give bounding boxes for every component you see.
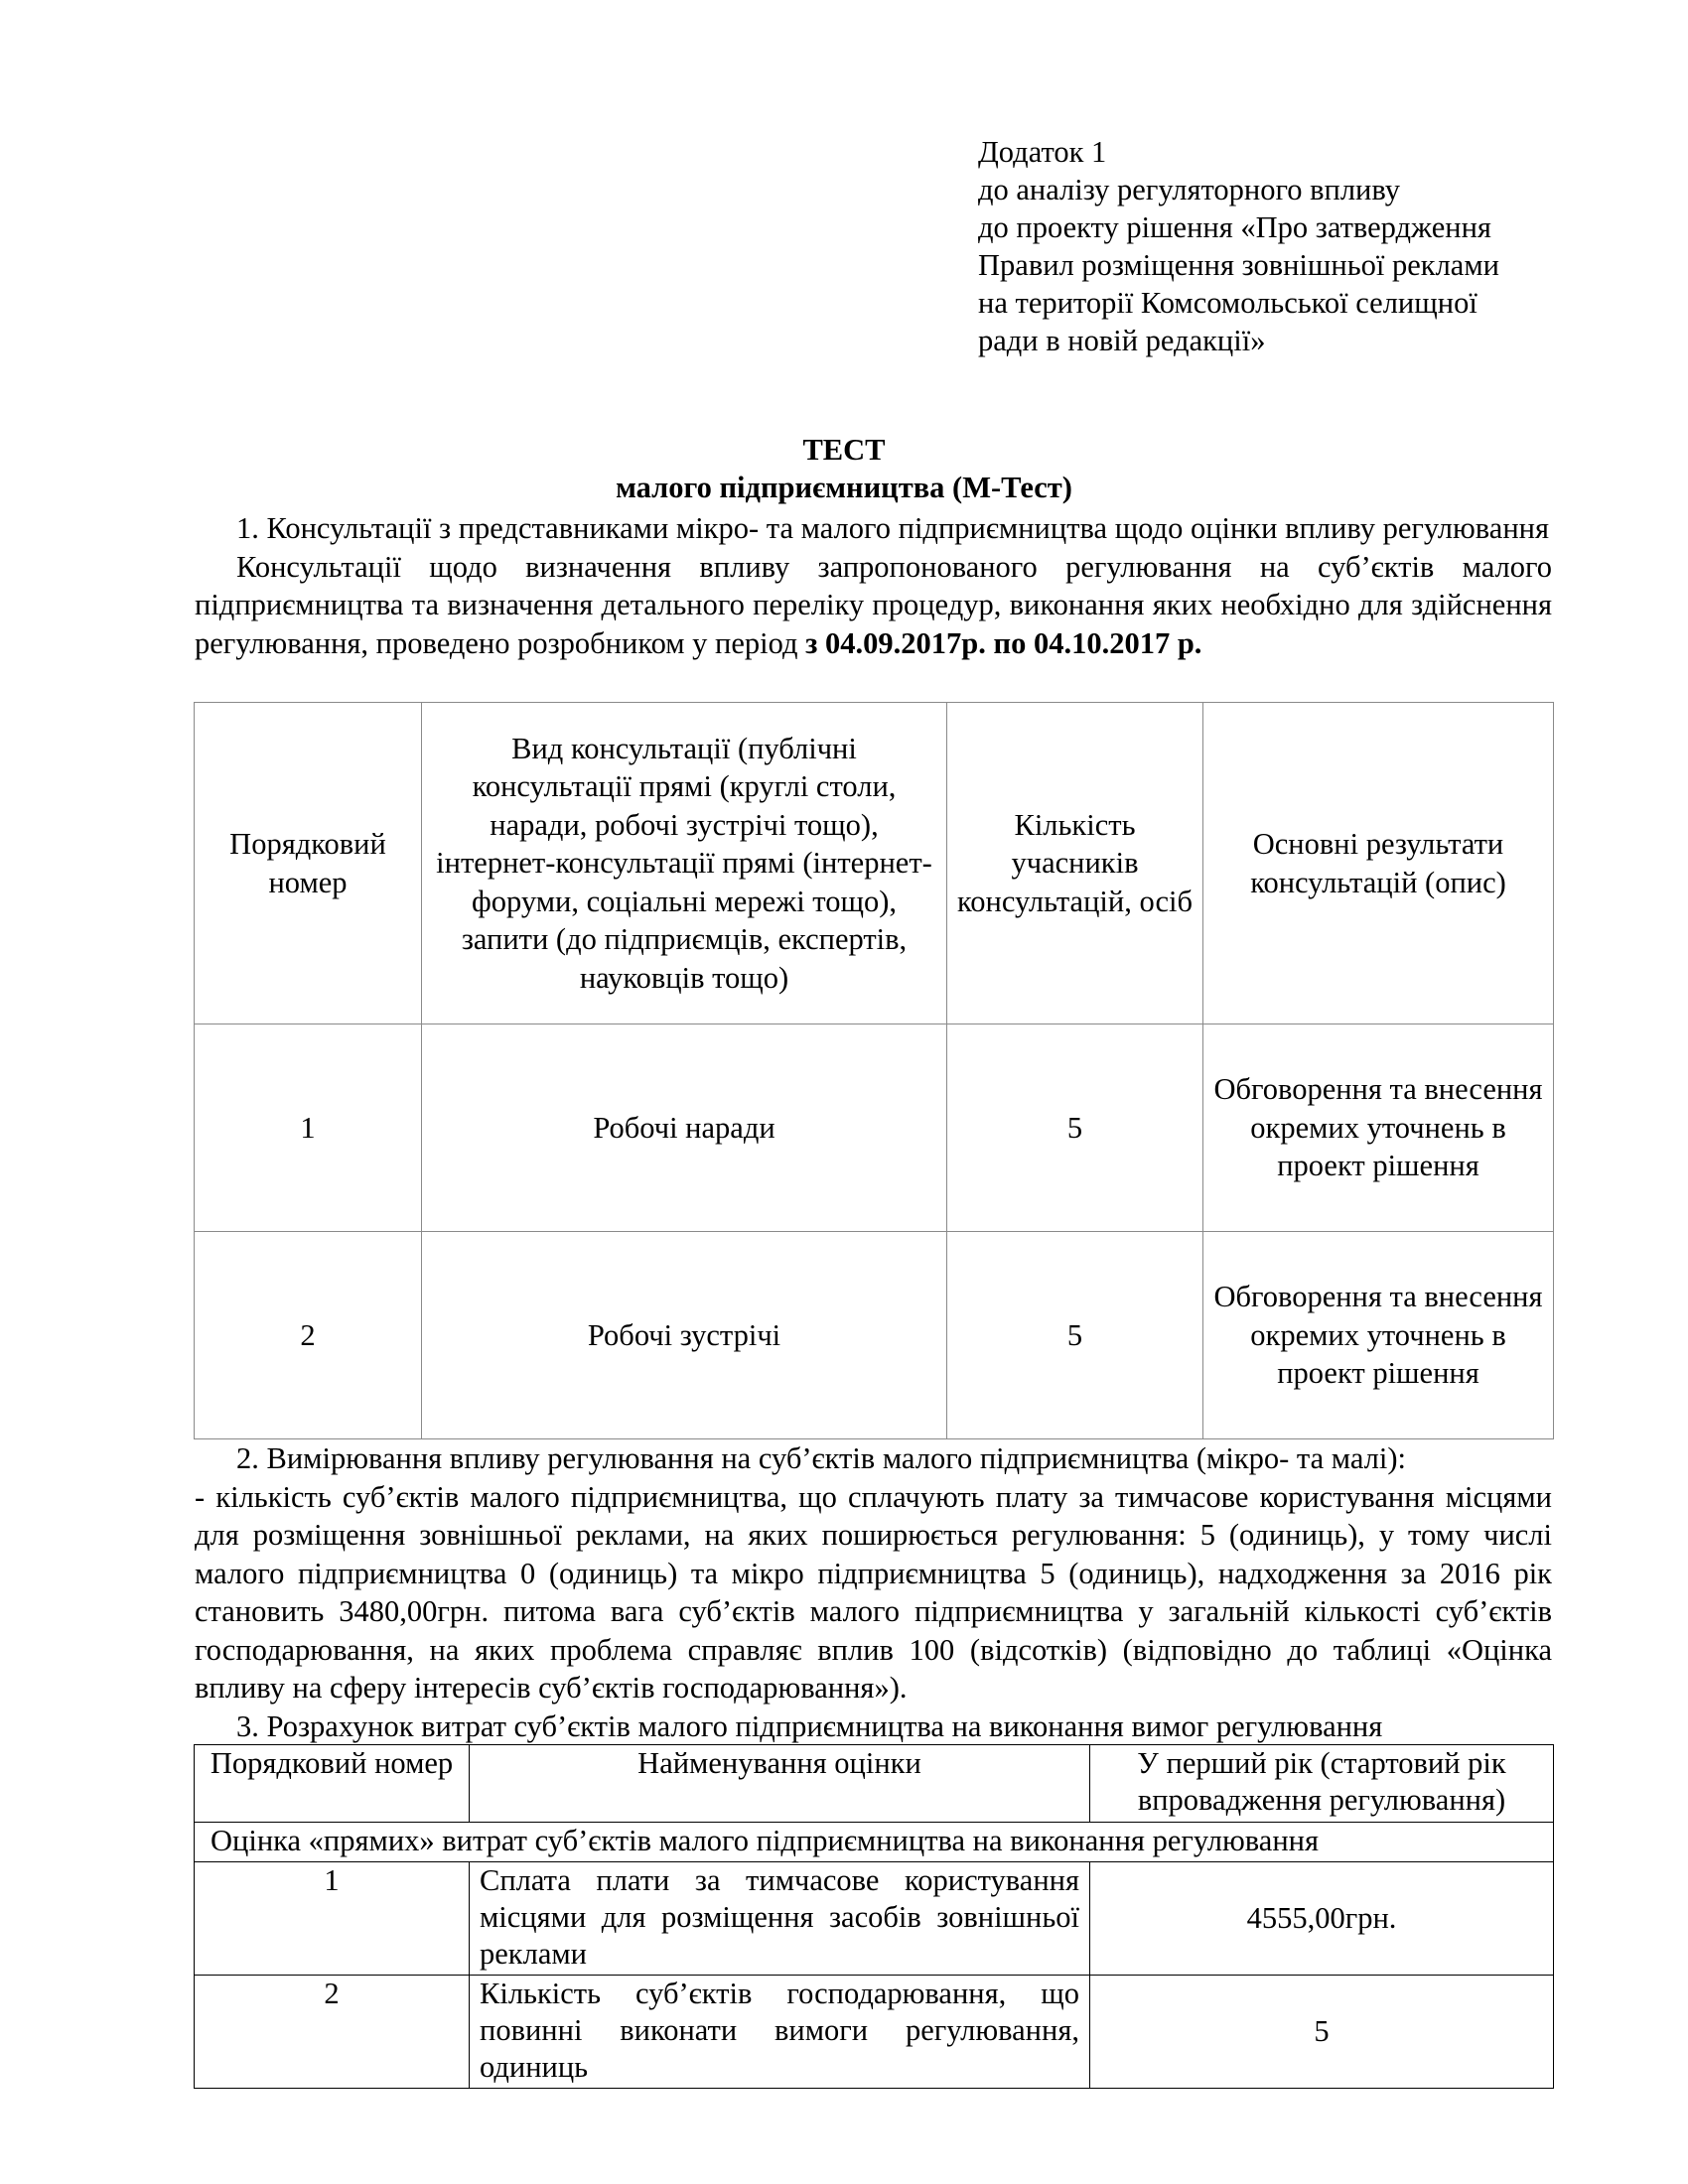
column-header: Основні результати консультацій (опис)	[1203, 703, 1554, 1024]
table-cell: Робочі наради	[422, 1024, 947, 1232]
section-1	[195, 509, 1552, 662]
column-header: Порядковий номер	[195, 703, 422, 1024]
title-block	[0, 431, 1688, 506]
table-row	[195, 1232, 1554, 1439]
section-1-heading: 1. Консультації з представниками мікро- та малого підприємництва щодо оцінки впливу регулювання	[236, 511, 1549, 545]
column-header: Порядковий номер	[195, 1745, 470, 1823]
annex-line: Додаток 1	[978, 135, 1107, 169]
table-header-row	[195, 703, 1554, 1024]
section-2	[195, 1439, 1552, 1745]
annex-line: Правил розміщення зовнішньої реклами	[978, 248, 1499, 282]
table-cell: 2	[195, 1232, 422, 1439]
table-row	[195, 1862, 1554, 1976]
column-header: У перший рік (стартовий рік впровадження регулювання)	[1090, 1745, 1554, 1823]
table-row	[195, 1024, 1554, 1232]
table-cell: 1	[195, 1862, 470, 1976]
table-cell: Сплата плати за тимчасове користування місцями для розміщення засобів зовнішньої реклами	[470, 1862, 1090, 1976]
table-header-row	[195, 1745, 1554, 1823]
column-header: Вид консультації (публічні консультації прямі (круглі столи, наради, робочі зустрічі тощо), інтернет-консультації прямі (інтернет-форуми, соціальні мережі тощо), запити (до підприємців, експертів, науковців тощо)	[422, 703, 947, 1024]
column-header: Найменування оцінки	[470, 1745, 1090, 1823]
consultation-period: з 04.09.2017р. по 04.10.2017 р.	[805, 625, 1202, 660]
costs-table	[194, 1744, 1554, 2089]
table-cell: 5	[947, 1232, 1203, 1439]
table-cell: Кількість суб’єктів господарювання, що повинні виконати вимоги регулювання, одиниць	[470, 1976, 1090, 2089]
table-cell: Обговорення та внесення окремих уточнень в проект рішення	[1203, 1232, 1554, 1439]
table-cell: 2	[195, 1976, 470, 2089]
annex-line: на території Комсомольської селищної	[978, 286, 1477, 320]
consultations-table	[194, 702, 1554, 1439]
annex-line: до проекту рішення «Про затвердження	[978, 210, 1491, 244]
table-row	[195, 1976, 1554, 2089]
document-title: ТЕСТ	[802, 433, 886, 467]
section-2-text: - кількість суб’єктів малого підприємництва, що сплачують плату за тимчасове користування місцями для розміщення зовнішньої реклами, на яких поширюється регулювання: 5 (одиниць), у тому числі малого підприємництва 0 (одиниць) та мікро підприємництва 5 (одиниць), надходження за 2016 рік становить 3480,00грн. питома вага суб’єктів малого підприємництва у загальній кількості суб’єктів господарювання, на яких проблема справляє вплив 100 (відсотків) (відповідно до таблиці «Оцінка впливу на сферу інтересів суб’єктів господарювання»).	[195, 1479, 1552, 1705]
group-title: Оцінка «прямих» витрат суб’єктів малого підприємництва на виконання регулювання	[195, 1823, 1554, 1862]
section-1-text	[195, 548, 1552, 663]
annex-block	[978, 133, 1653, 359]
table-cell: 5	[947, 1024, 1203, 1232]
table-cell: 5	[1090, 1976, 1554, 2089]
table-cell: 1	[195, 1024, 422, 1232]
table-cell: Робочі зустрічі	[422, 1232, 947, 1439]
section-1-text-body: Консультації щодо визначення впливу запропонованого регулювання на суб’єктів малого підприємництва та визначення детального переліку процедур, виконання яких необхідно для здійснення регулювання, проведено розробником у період	[195, 549, 1552, 660]
annex-line: до аналізу регуляторного впливу	[978, 173, 1400, 206]
table-cell: Обговорення та внесення окремих уточнень в проект рішення	[1203, 1024, 1554, 1232]
annex-line: ради в новій редакції»	[978, 324, 1266, 357]
column-header: Кількість учасників консультацій, осіб	[947, 703, 1203, 1024]
table-group-row	[195, 1823, 1554, 1862]
section-2-heading: 2. Вимірювання впливу регулювання на суб’єктів малого підприємництва (мікро- та малі):	[236, 1441, 1407, 1475]
section-3-heading: 3. Розрахунок витрат суб’єктів малого підприємництва на виконання вимог регулювання	[236, 1708, 1383, 1743]
table-cell: 4555,00грн.	[1090, 1862, 1554, 1976]
document-subtitle: малого підприємництва (М-Тест)	[616, 471, 1072, 504]
